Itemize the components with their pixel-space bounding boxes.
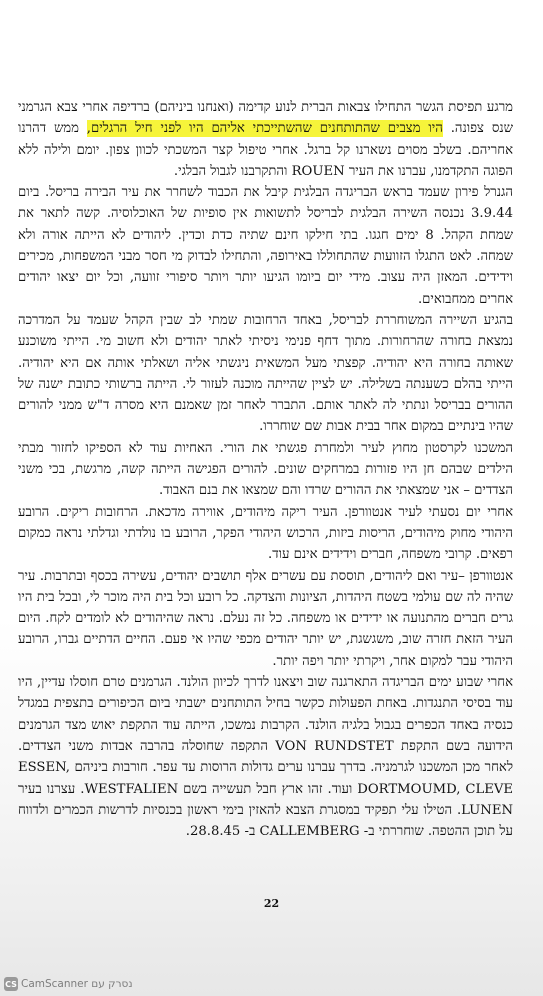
page-body bbox=[18, 97, 513, 842]
highlighted-sentence: היו מצבים שהתותחנים שהשתייכתי אליהם היו לפני חיל הרגלים, bbox=[86, 121, 443, 137]
paragraph-1 bbox=[18, 97, 513, 182]
paragraph-7: אחרי שבוע ימים הבריגדה התארגנה שוב ויצאנו לדרך לכיוון הולנד. הגרמנים טרם חוסלו עדיין, היו עוד בסיסי התנגדות. באחת הפעולות כקשר בחיל התותחנים ישבתי ביום הכיפורים בתצפית במגדל כנסיה באחד הכפרים בגבול בלגיה הולנד. הקרבות נמשכו, הייתה עוד התקפת יאוש מצד הגרמנים הידועה בשם התקפת VON RUNDSTET התקפה שחוסלה בהרבה אבדות משני הצדדים. לאחר מכן המשכנו לגרמניה. בדרך עברנו ערים גדולות הרוסות עד עפר. חורבות ביניהם ESSEN, DORTMOUMD, CLEVE ועוד. זהו ארץ חבל תעשייה בשם WESTFALIEN. עצרנו בעיר LUNEN. הטילו עלי תפקיד במסגרת הצבא להאזין בימי ראשון בכנסיות לדרשות הכמרים ולדווח על תוכן ההטפה. שוחררתי ב- CALLEMBERG ב- 28.8.45. bbox=[18, 675, 514, 840]
page-number: 22 bbox=[263, 897, 280, 910]
camscanner-logo-icon: CS bbox=[4, 977, 18, 991]
paragraph-3: בהגיע השיירה המשוחררת לבריסל, באחד הרחובות שמתי לב שבין הקהל שעמד על המדרכה נמצאת בחורה שהרחורות. מתוך דחף פנימי ניסיתי לאתר יהודים ולא חשוב מי. הייתי משוכנע שאותה בחורה היא יהודיה. קפצתי מעל המשאית ניגשתי אליה ושאלתי אותה אם היא יהודיה. הייתי בהלם כשענתה בשלילה. יש לציין שהייתה מוכנה לעזור לי. הייתה ברשותי כתובת ישנה של ההורים בבריסל ונתתי לה לאתר אותם. התברר לאחר זמן שאמנם היא מסרה ד"ש ממני להורים שהיו בינתיים במקום אחר בבית אבות שם שוחררו. bbox=[18, 312, 513, 435]
watermark-text: CamScanner נסרק עם bbox=[21, 978, 133, 990]
camscanner-watermark bbox=[4, 975, 133, 993]
paragraph-1-before: מרגע תפיסת הגשר התחילו צבאות הברית לנוע קדימה (ואנחנו ביניהם) ברדיפה אחרי צבא הגרמני שנס צפונה. bbox=[18, 100, 513, 137]
paragraph-2: הגנרל פירון שעמד בראש הבריגדה הבלגית קיבל את הכבוד לשחרר את עיר הבירה בריסל. ביום 3.9.44 נכנסה השירה הבלגית לבריסל לתשואות אין סופיות של האוכלוסיה. קשה לתאר את שמחת הקהל. 8 ימים חגגו. בתי חילקו חינם שתיה כדת וכדין. ליהודים לא הייתה אורה ולא שמחה. לאט התגלו הזוועות שהתחוללו באירופה, והתחילו לבדוק מי חסר מבני המשפחות, מכירים וידידים. המאזן היה עצוב. מידי יום ביומו הגיעו יותר ויותר סיפורי זוועה, וכל יום יצאו יהודים אחרים ממחבואים. bbox=[18, 185, 513, 307]
paragraph-1-after: ממש דהרנו אחריהם. בשלב מסוים נשארנו קל ברגל. אחרי טיפול קצר המשכתי לכוון צפון. יומם ולילה ללא הפוגה התקדמנו, עברנו את העיר ROUEN והתקרבנו לגבול הבלגי. bbox=[18, 121, 513, 179]
paragraph-6: אנטוורפן –עיר ואם ליהודים, תוססת עם עשרים אלף תושבים יהודים, עשירה בכסף ובתרבות. עיר שהיה לה שם עולמי בשטח היהדות, הציונות והצדקה. כל רובע וכל בית היה מוכר לי, ובכל בית היו גרים חברים מהתנועה או ידידים או משפחה. כל זה נעלם. נראה שהיהודים לא לומדים לקח. היום העיר הזאת חזרה שוב, משגשגת, יש יותר יהודים מכפי שהיו אי פעם. החיים הדתיים גברו, הרובע היהודי עבר למקום אחר, ויקרתי יותר ויפה יותר. bbox=[18, 568, 513, 669]
paragraph-4: המשכנו לקרסטון מחוץ לעיר ולמחרת פגשתי את הורי. האחיות עוד לא הספיקו לחזור מבתי הילדים שבהם חן היו פזורות במרחקים שונים. להורים הפגישה הייתה קשה, מרגשת, בכי משני הצדדים – אני שמצאתי את ההורים שרדו והם שמצאו את בנם האבוד. bbox=[18, 440, 513, 499]
paragraph-5: אחרי יום נסעתי לעיר אנטוורפן. העיר ריקה מיהודים, אווירה מדכאת. הרחובות ריקים. הרובע היהודי מחוק מיהודים, הריסות ביזות, הרכוש היהודי הפקר, הרובע בו נולדתי וגדלתי נראה כמקום רפאים. קרובי משפחה, חברים וידידים אינם עוד. bbox=[18, 504, 513, 563]
